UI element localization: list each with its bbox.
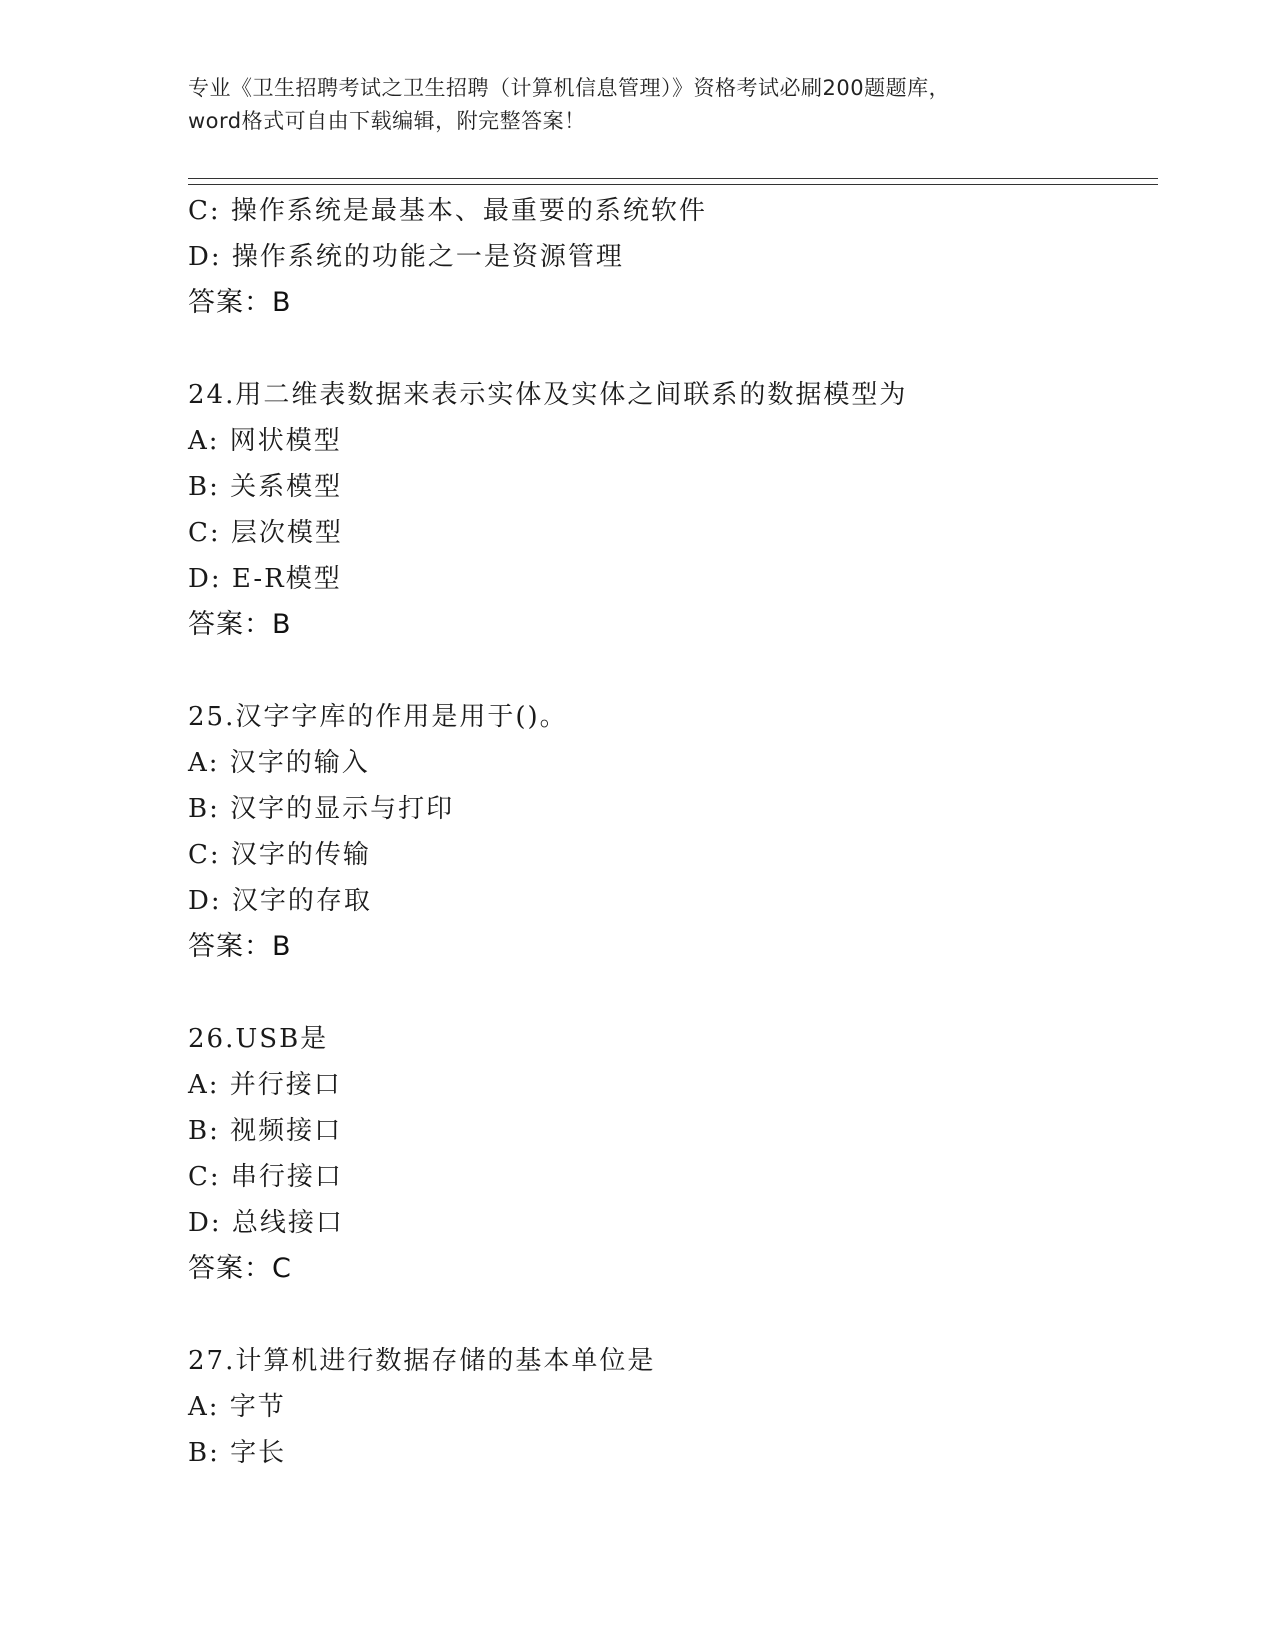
blank-line bbox=[188, 970, 1148, 1016]
document-header bbox=[188, 72, 1088, 138]
answer-option: B: 字长 bbox=[188, 1438, 287, 1468]
question-list bbox=[188, 188, 1148, 1476]
answer-option: A: 网状模型 bbox=[188, 426, 342, 456]
answer-option: D: 总线接口 bbox=[188, 1208, 344, 1238]
answer-option: D: 汉字的存取 bbox=[188, 886, 372, 916]
question-stem: 27.计算机进行数据存储的基本单位是 bbox=[188, 1346, 656, 1376]
blank-line bbox=[188, 648, 1148, 694]
answer-option: A: 并行接口 bbox=[188, 1070, 342, 1100]
answer-option: A: 汉字的输入 bbox=[188, 748, 370, 778]
header-divider-bottom bbox=[188, 184, 1158, 185]
answer-option: D: E-R模型 bbox=[188, 564, 342, 594]
answer-line: 答案：C bbox=[188, 1253, 292, 1284]
answer-option: C: 汉字的传输 bbox=[188, 840, 371, 870]
header-divider-top bbox=[188, 178, 1158, 179]
question-stem: 26.USB是 bbox=[188, 1024, 329, 1054]
header-line-1: 专业《卫生招聘考试之卫生招聘（计算机信息管理）》资格考试必刷200题题库， bbox=[188, 76, 951, 100]
blank-line bbox=[188, 326, 1148, 372]
answer-option: B: 汉字的显示与打印 bbox=[188, 794, 455, 824]
question-stem: 25.汉字字库的作用是用于()。 bbox=[188, 702, 568, 732]
answer-option: C: 串行接口 bbox=[188, 1162, 343, 1192]
answer-line: 答案：B bbox=[188, 931, 292, 962]
header-line-2: word格式可自由下载编辑，附完整答案！ bbox=[188, 109, 586, 133]
answer-option: B: 视频接口 bbox=[188, 1116, 343, 1146]
answer-option: D: 操作系统的功能之一是资源管理 bbox=[188, 242, 624, 272]
answer-option: C: 操作系统是最基本、最重要的系统软件 bbox=[188, 196, 707, 226]
answer-line: 答案：B bbox=[188, 287, 292, 318]
answer-option: C: 层次模型 bbox=[188, 518, 343, 548]
answer-option: A: 字节 bbox=[188, 1392, 286, 1422]
blank-line bbox=[188, 1292, 1148, 1338]
answer-option: B: 关系模型 bbox=[188, 472, 343, 502]
question-stem: 24.用二维表数据来表示实体及实体之间联系的数据模型为 bbox=[188, 380, 908, 410]
answer-line: 答案：B bbox=[188, 609, 292, 640]
